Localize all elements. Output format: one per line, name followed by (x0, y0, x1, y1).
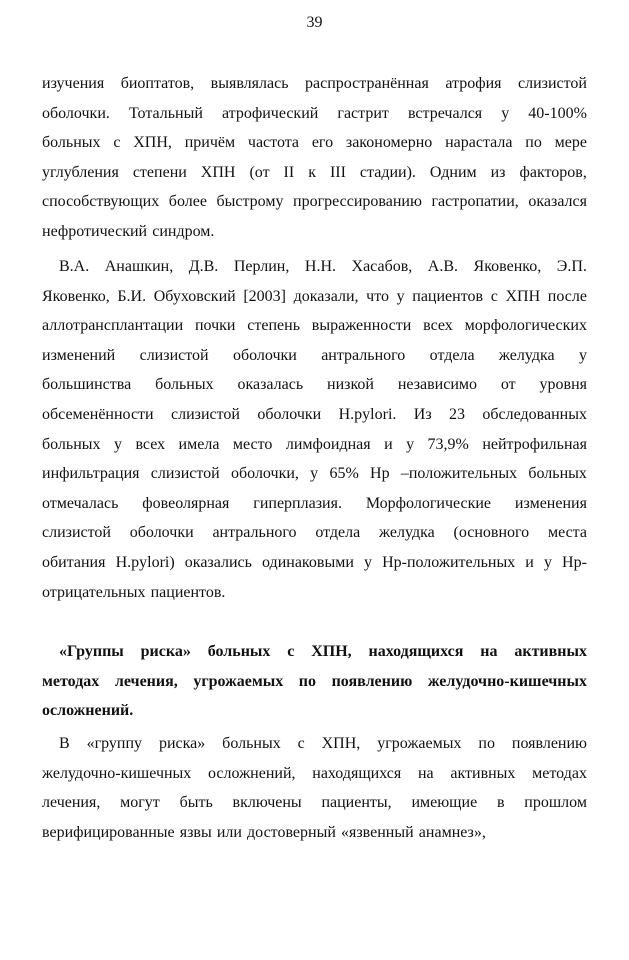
paragraph-risk-group-definition (42, 729, 587, 847)
word: включены (232, 794, 302, 812)
text-line (42, 217, 587, 247)
word: II (283, 163, 295, 181)
word: в (496, 794, 505, 812)
word: желудочно-кишечных (427, 672, 587, 690)
word: появлению (511, 735, 587, 752)
text-line (42, 99, 587, 129)
word: нарастала (445, 134, 513, 152)
word: морфологических (464, 317, 587, 335)
word: Одним (429, 163, 477, 181)
word: находящихся (312, 764, 402, 782)
word: ХПН, (311, 643, 352, 660)
word: более (168, 193, 207, 211)
word: «язвенный (341, 823, 414, 841)
text-line (42, 158, 587, 188)
word: низкой (327, 376, 374, 394)
text-line (42, 459, 587, 489)
word: отмечалась (42, 494, 119, 512)
word: фовеолярная (142, 494, 230, 512)
text-line (42, 187, 587, 217)
word: отдела (315, 524, 361, 542)
word: оказалась (237, 376, 304, 394)
word: (от (249, 163, 270, 181)
word: нефротический (42, 222, 148, 240)
text-line (42, 637, 587, 667)
word: больных (42, 134, 101, 152)
word: от (500, 376, 516, 394)
word: Hp-положительных (382, 553, 516, 571)
word: оболочки (257, 405, 322, 423)
word: –положительных (400, 465, 518, 483)
word: угрожаемых (377, 735, 462, 752)
word: Из (413, 405, 432, 423)
word: Тотальный (128, 104, 203, 122)
word: всех (423, 317, 453, 335)
word: Д.В. (188, 258, 219, 275)
word: на (417, 764, 434, 782)
word: желудка (379, 524, 435, 542)
word: (основного (453, 524, 530, 542)
word: А.В. (427, 258, 459, 275)
word: слизистой (139, 346, 209, 364)
word: что (366, 287, 389, 305)
word: способствующих (42, 193, 160, 211)
word: Перлин, (233, 258, 290, 275)
text-line (42, 489, 587, 519)
word: пациентов (412, 287, 484, 305)
word: обследованных (482, 405, 587, 423)
word: ХПН, (321, 735, 361, 752)
word: обсеменённости (42, 405, 154, 423)
word: ХПН, (133, 134, 172, 152)
word: верифицированные (42, 823, 175, 841)
word: оболочки (129, 524, 194, 542)
word: частота (247, 134, 300, 152)
word: пациентов. (150, 583, 226, 601)
word: у (406, 435, 415, 453)
word: изменений (42, 346, 116, 364)
word: и (525, 553, 534, 571)
word: биоптатов, (120, 75, 195, 92)
word: больных (222, 735, 281, 752)
word: степени (132, 163, 187, 181)
word: 65% (329, 465, 359, 483)
word: «группу (86, 735, 143, 752)
word: достоверный (247, 823, 336, 841)
word: оказался (528, 193, 587, 211)
word: H.pylori) (115, 553, 175, 571)
word: углубления (42, 163, 119, 181)
word: у (396, 287, 405, 305)
word: Hp- (562, 553, 587, 571)
word: одинаковыми (262, 553, 354, 571)
word: всех (135, 435, 166, 453)
section-heading-risk-groups (42, 637, 587, 726)
word: H.pylori. (338, 405, 397, 423)
word: закономерно (345, 134, 433, 152)
word: могут (120, 794, 160, 812)
word: стадии). (359, 163, 416, 181)
word: оболочки (232, 346, 297, 364)
word: распространённая (305, 75, 429, 92)
word: Н.Н. (304, 258, 336, 275)
word: анамнез», (418, 823, 486, 841)
word: методах (42, 672, 100, 690)
word: больных (42, 435, 101, 453)
word: желудочно-кишечных (42, 764, 192, 782)
word: выявлялась (210, 75, 289, 92)
text-line (42, 788, 587, 818)
text-line (42, 759, 587, 789)
word: большинства (42, 376, 132, 394)
word: с (287, 643, 295, 660)
word: доказали, (293, 287, 359, 305)
word: гастропатии, (431, 193, 519, 211)
word: лечения, (42, 794, 101, 812)
word: и (384, 435, 393, 453)
word: по (525, 134, 542, 152)
word: пациенты, (321, 794, 392, 812)
word: мере (554, 134, 587, 152)
word: появлению (331, 672, 413, 690)
word: отдела (429, 346, 475, 364)
word: слизистой (170, 405, 240, 423)
page-number: 39 (306, 14, 323, 31)
text-line (42, 69, 587, 99)
word: 73,9% (427, 435, 469, 453)
word: имела (178, 435, 220, 453)
word: инфильтрация (42, 465, 140, 483)
word: почки (194, 317, 236, 335)
word: Яковенко, (42, 287, 110, 305)
word: больных (528, 465, 587, 483)
text-line (42, 370, 587, 400)
word: Яковенко, (473, 258, 542, 275)
word: после (547, 287, 587, 305)
word: причём (184, 134, 236, 152)
word: активных (514, 643, 587, 660)
text-line (42, 578, 587, 608)
word: больных (207, 643, 271, 660)
word: Hp (370, 465, 390, 483)
text-line (42, 128, 587, 158)
word: факторов, (519, 163, 587, 181)
word: активных (450, 764, 516, 782)
text-line (42, 729, 587, 759)
word: лечения, (114, 672, 178, 690)
text-line (42, 430, 587, 460)
word: желудка (498, 346, 555, 364)
paragraph-histology-results (42, 69, 587, 247)
word: Анашкин, (104, 258, 174, 275)
word: изучения (42, 75, 105, 92)
word: гастрит (337, 104, 389, 122)
word: III (329, 163, 346, 181)
text-line (42, 696, 587, 726)
word: Э.П. (556, 258, 587, 275)
word: 40-100% (528, 104, 587, 122)
word: уровня (539, 376, 587, 394)
word: прогрессированию (293, 193, 422, 211)
word: 23 (449, 405, 466, 423)
word: у (501, 104, 510, 122)
text-line (42, 400, 587, 430)
word: место (232, 435, 273, 453)
word: нейтрофильная (482, 435, 587, 453)
word: синдром. (152, 222, 215, 240)
word: больных (155, 376, 214, 394)
word: встречался (407, 104, 483, 122)
word: атрофия (445, 75, 502, 92)
word: В (59, 735, 70, 752)
word: выраженности (311, 317, 412, 335)
text-line (42, 341, 587, 371)
word: прошлом (524, 794, 587, 812)
word: язвы (179, 823, 212, 841)
word: с (113, 134, 121, 152)
word: у (578, 346, 587, 364)
word: у (543, 553, 552, 571)
word: осложнений, (208, 764, 296, 782)
word: оболочки. (42, 104, 110, 122)
word: ХПН (505, 287, 541, 305)
word: его (311, 134, 334, 152)
word: Хасабов, (351, 258, 413, 275)
text-line (42, 667, 587, 697)
word: отрицательных (42, 583, 146, 601)
paragraph-anashkin-study (42, 252, 587, 607)
word: места (547, 524, 587, 542)
word: методах (532, 764, 587, 782)
word: аллотрансплантации (42, 317, 184, 335)
text-line (42, 311, 587, 341)
word: у (113, 435, 122, 453)
word: с (490, 287, 498, 305)
word: независимо (397, 376, 478, 394)
text-line (42, 282, 587, 312)
word: на (480, 643, 498, 660)
word: атрофический (221, 104, 319, 122)
word: обитания (42, 553, 106, 571)
word: Б.И. (117, 287, 147, 305)
word: у (310, 465, 319, 483)
word: слизистой (150, 465, 220, 483)
word: находящихся (368, 643, 464, 660)
word: быть (179, 794, 213, 812)
word: изменения (514, 494, 587, 512)
word: риска» (140, 643, 191, 660)
word: антрального (321, 346, 406, 364)
word: [2003] (243, 287, 286, 305)
word: из (490, 163, 506, 181)
word: «Группы (59, 643, 124, 660)
text-line (42, 252, 587, 282)
word: по (478, 735, 495, 752)
word: имеющие (411, 794, 478, 812)
word: слизистой (42, 524, 111, 542)
word: оболочки, (231, 465, 299, 483)
word: к (308, 163, 316, 181)
word: лимфоидная (285, 435, 371, 453)
text-line (42, 548, 587, 578)
text-line (42, 518, 587, 548)
word: ХПН (200, 163, 236, 181)
word: гиперплазия. (253, 494, 342, 512)
word: антрального (212, 524, 297, 542)
word: угрожаемых (193, 672, 284, 690)
word: быстрому (216, 193, 284, 211)
word: с (297, 735, 305, 752)
word: по (298, 672, 316, 690)
word: Морфологические (365, 494, 492, 512)
text-line (42, 818, 587, 848)
word: В.А. (59, 258, 90, 275)
word: у (363, 553, 372, 571)
word: Обуховский (153, 287, 236, 305)
word: осложнений. (42, 702, 134, 720)
word: или (216, 823, 242, 841)
word: оказались (184, 553, 252, 571)
word: риска» (158, 735, 206, 752)
word: степень (247, 317, 300, 335)
word: слизистой (518, 75, 587, 92)
